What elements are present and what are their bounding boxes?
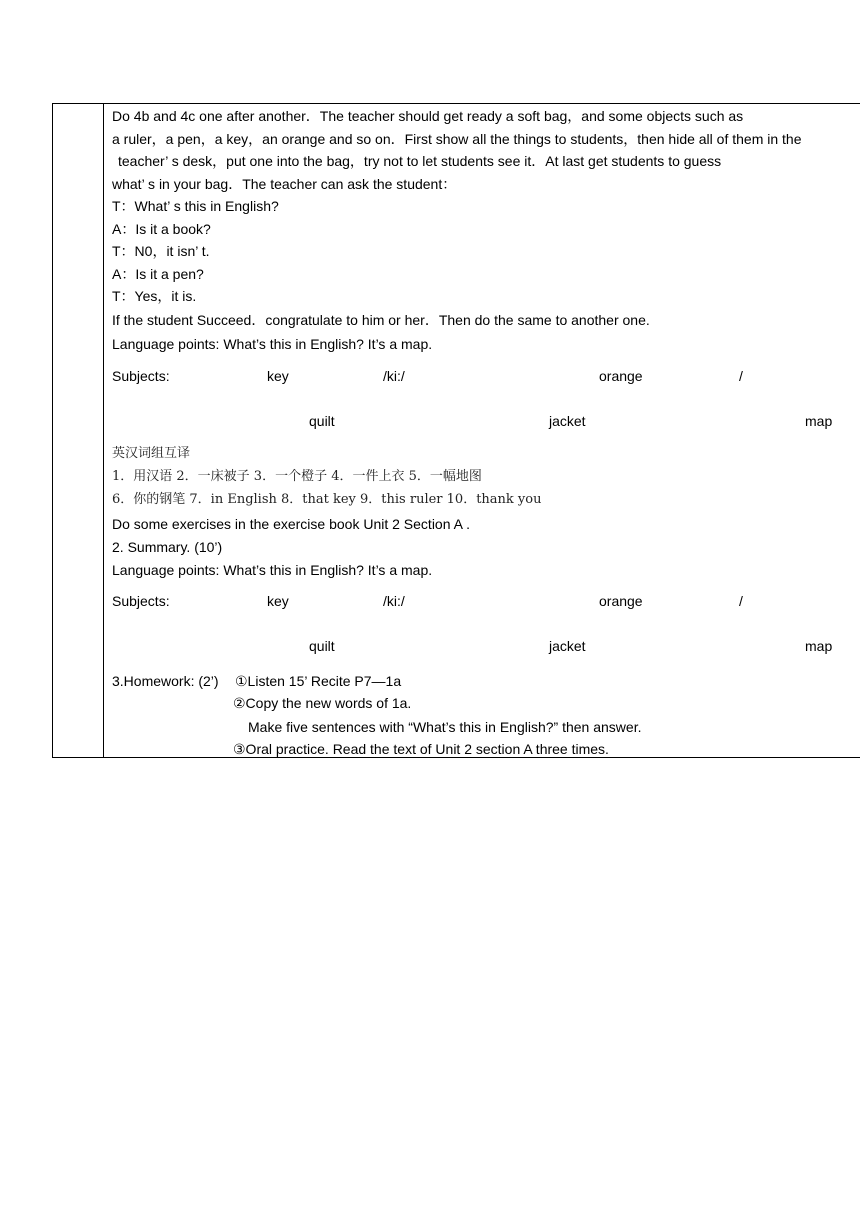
dialogue-line-1: T：What’ s this in English? [112, 198, 279, 214]
activity-closing: If the student Succeed．congratulate to him or her．Then do the same to another one. [112, 312, 650, 328]
activity-intro-line-3: teacher’ s desk，put one into the bag，try not to let students see it．At last get students to guess [118, 153, 722, 169]
word-key-2: key [267, 593, 289, 609]
homework-item-2: ②Copy the new words of 1a. [233, 695, 412, 711]
word-map-1: map [805, 413, 833, 429]
homework-item-1: ①Listen 15’ Recite P7—1a [235, 673, 402, 689]
phonetic-key-2: /ki:/ [383, 593, 405, 609]
table-column-divider [103, 103, 104, 758]
activity-intro-line-4: what’ s in your bag．The teacher can ask the student： [112, 176, 457, 192]
dialogue-line-5: T：Yes，it is. [112, 288, 197, 304]
word-jacket-2: jacket [549, 638, 586, 654]
phonetic-key-1: /ki:/ [383, 368, 405, 384]
word-map-2: map [805, 638, 833, 654]
exercise-line: Do some exercises in the exercise book Unit 2 Section A . [112, 516, 470, 532]
slash-1: / [739, 368, 743, 384]
summary-line: 2. Summary. (10’) [112, 539, 223, 555]
word-orange-2: orange [599, 593, 643, 609]
word-quilt-2: quilt [309, 638, 335, 654]
homework-item-3: ③Oral practice. Read the text of Unit 2 section A three times. [233, 741, 609, 757]
word-jacket-1: jacket [549, 413, 586, 429]
language-points-2: Language points: What’s this in English? It’s a map. [112, 562, 433, 578]
word-quilt-1: quilt [309, 413, 335, 429]
subjects-label-1: Subjects: [112, 368, 170, 384]
homework-label: 3.Homework: (2’) [112, 673, 219, 689]
word-key-1: key [267, 368, 289, 384]
slash-2: / [739, 593, 743, 609]
dialogue-line-3: T：N0，it isn’ t. [112, 243, 210, 259]
activity-intro-line-1: Do 4b and 4c one after another．The teacher should get ready a soft bag，and some objects such as [112, 108, 744, 124]
homework-item-2-detail: Make five sentences with “What’s this in English?” then answer. [248, 719, 642, 735]
translation-row-2: 6．你的钢笔 7．in English 8．that key 9．this ruler 10．thank you [112, 492, 542, 507]
activity-intro-line-2: a ruler，a pen，a key，an orange and so on．First show all the things to students，then hide all of them in the [112, 131, 802, 147]
dialogue-line-4: A：Is it a pen? [112, 266, 204, 282]
word-orange-1: orange [599, 368, 643, 384]
dialogue-line-2: A：Is it a book? [112, 221, 211, 237]
translation-row-1: 1．用汉语 2．一床被子 3．一个橙子 4．一件上衣 5．一幅地图 [112, 469, 482, 484]
subjects-label-2: Subjects: [112, 593, 170, 609]
language-points-1: Language points: What’s this in English? It’s a map. [112, 336, 433, 352]
translation-heading: 英汉词组互译 [112, 446, 191, 461]
